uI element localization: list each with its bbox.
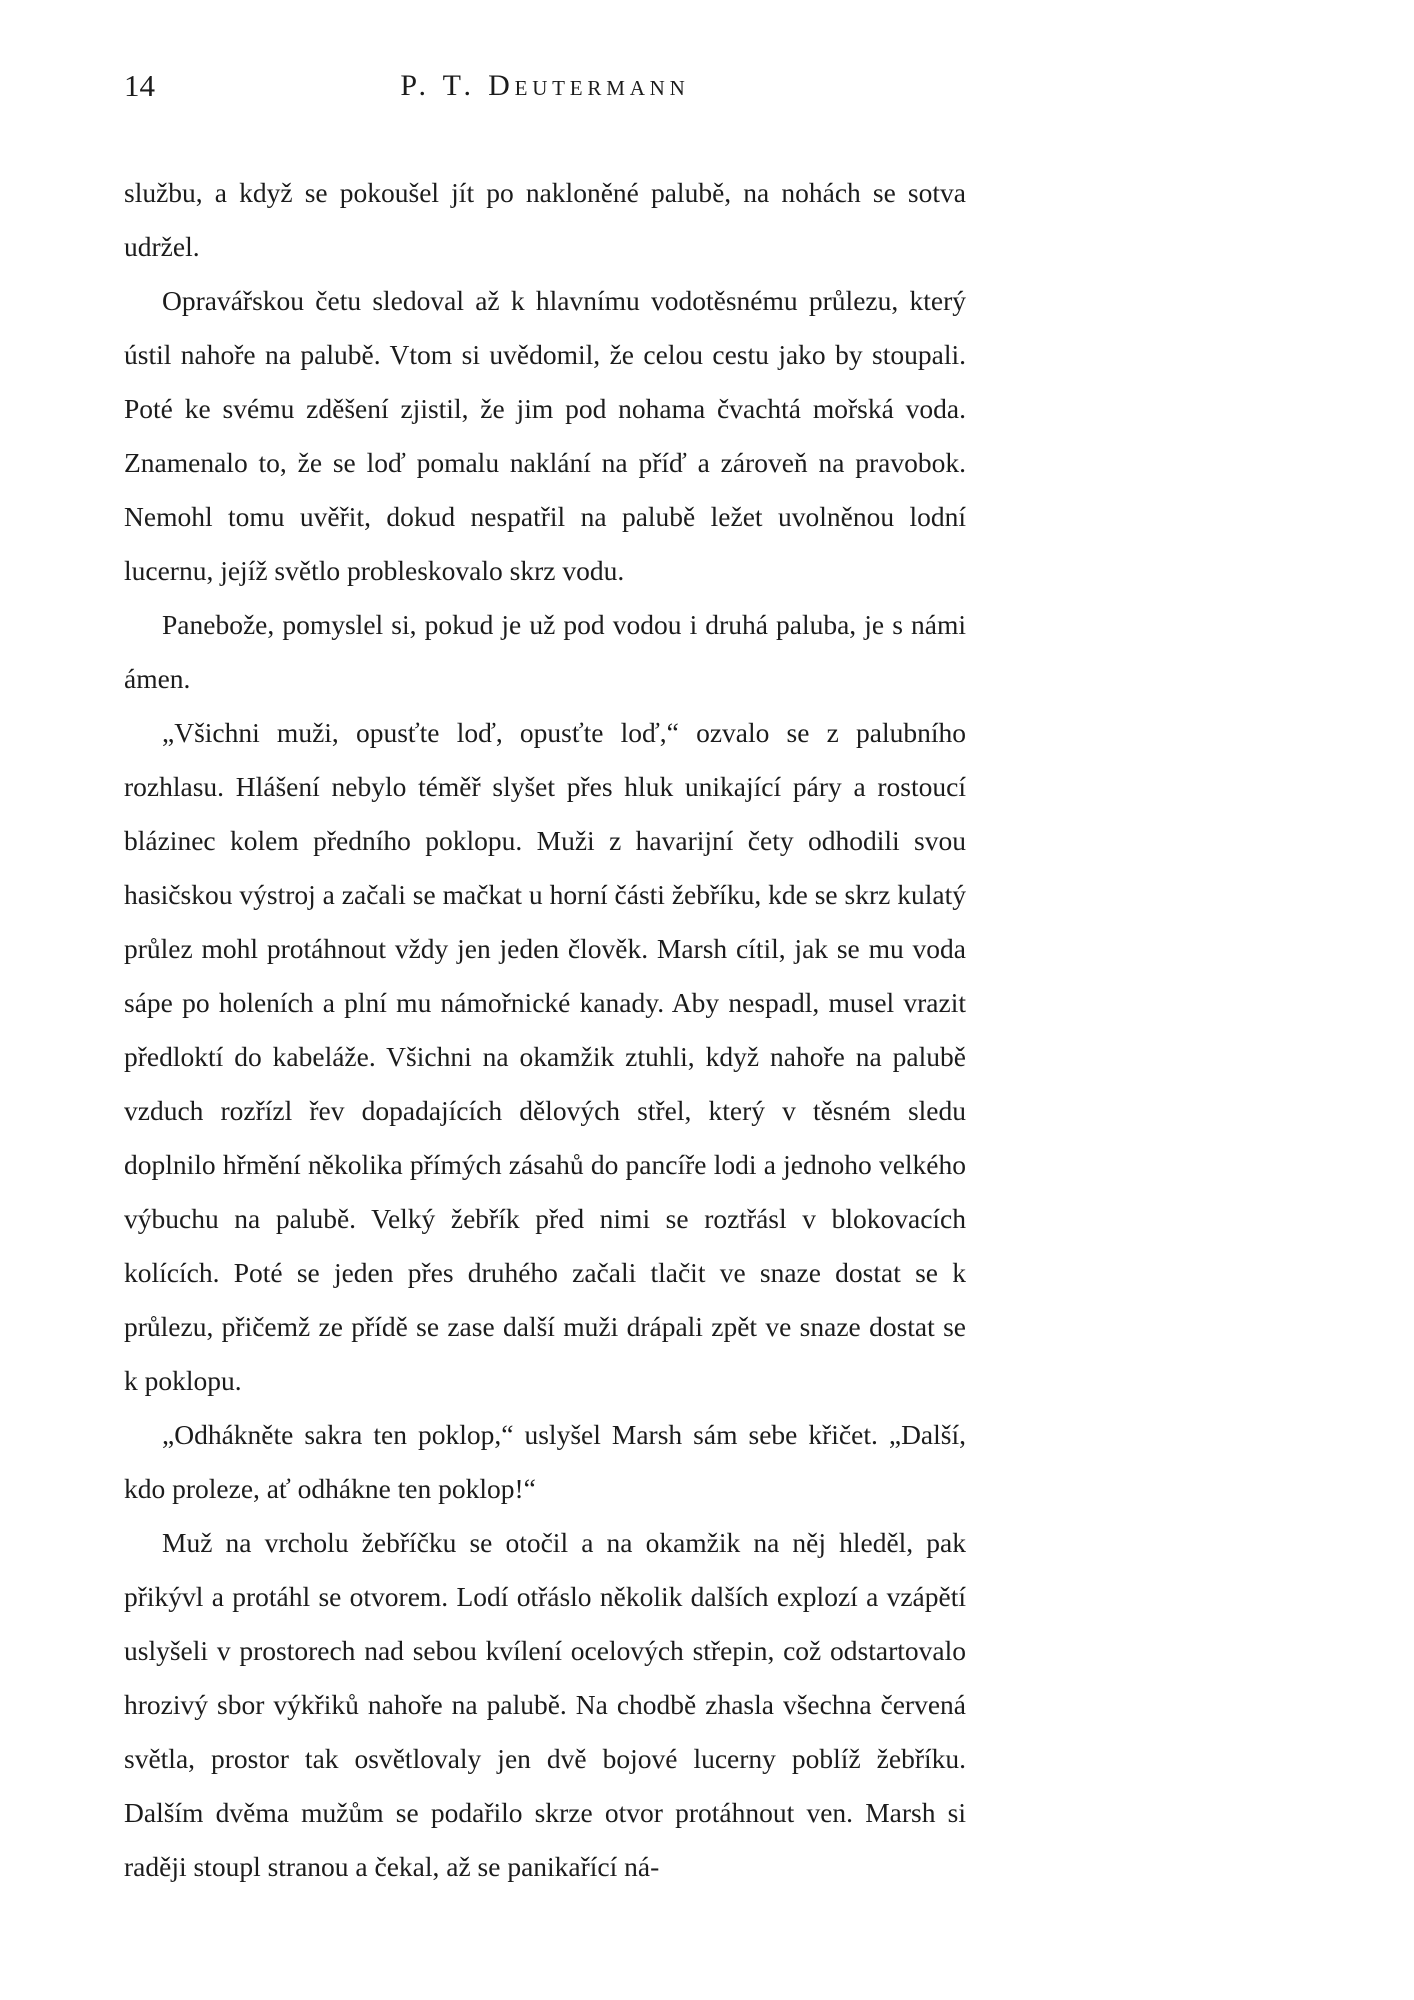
page-number: 14: [124, 68, 155, 103]
paragraph: „Všichni muži, opusťte loď, opusťte loď,“ ozvalo se z palubního rozhlasu. Hlášení nebylo téměř slyšet přes hluk unikající páry a rostoucí blázinec kolem předního poklopu. Muži z havarijní čety odhodili svou hasičskou výstroj a začali se mačkat u horní části žebříku, kde se skrz kulatý průlez mohl protáhnout vždy jen jeden člověk. Marsh cítil, jak se mu voda sápe po holeních a plní mu námořnické kanady. Aby nespadl, musel vrazit předloktí do kabeláže. Všichni na okamžik ztuhli, když nahoře na palubě vzduch rozřízl řev dopadajících dělových střel, který v těsném sledu doplnilo hřmění několika přímých zásahů do pancíře lodi a jednoho velkého výbuchu na palubě. Velký žebřík před nimi se roztřásl v blokovacích kolících. Poté se jeden přes druhého začali tlačit ve snaze dostat se k průlezu, přičemž ze přídě se zase další muži drápali zpět ve snaze dostat se k poklopu.: [124, 717, 966, 1396]
paragraph: Muž na vrcholu žebříčku se otočil a na okamžik na něj hleděl, pak přikývl a protáhl se otvorem. Lodí otřáslo několik dalších explozí a vzápětí uslyšeli v prostorech nad sebou kvílení ocelových střepin, což odstartovalo hrozivý sbor výkřiků nahoře na palubě. Na chodbě zhasla všechna červená světla, prostor tak osvětlovaly jen dvě bojové lucerny poblíž žebříku. Dalším dvěma mužům se podařilo skrze otvor protáhnout ven. Marsh si raději stoupl stranou a čekal, až se panikařící ná-: [124, 1527, 966, 1882]
paragraph: „Odhákněte sakra ten poklop,“ uslyšel Marsh sám sebe křičet. „Další, kdo proleze, ať odhákne ten poklop!“: [124, 1419, 966, 1504]
running-header-author: P. T. Deutermann: [400, 69, 690, 102]
page-body: [124, 166, 966, 1894]
paragraph: Panebože, pomyslel si, pokud je už pod vodou i druhá paluba, je s námi ámen.: [124, 609, 966, 694]
paragraph: Opravářskou četu sledoval až k hlavnímu vodotěsnému průlezu, který ústil nahoře na palubě. Vtom si uvědomil, že celou cestu jako by stoupali. Poté ke svému zděšení zjistil, že jim pod nohama čvachtá mořská voda. Znamenalo to, že se loď pomalu naklání na příď a zároveň na pravobok. Nemohl tomu uvěřit, dokud nespatřil na palubě ležet uvolněnou lodní lucernu, jejíž světlo probleskovalo skrz vodu.: [124, 285, 966, 586]
paragraph: službu, a když se pokoušel jít po nakloněné palubě, na nohách se sotva udržel.: [124, 177, 966, 262]
running-head: [124, 66, 966, 106]
